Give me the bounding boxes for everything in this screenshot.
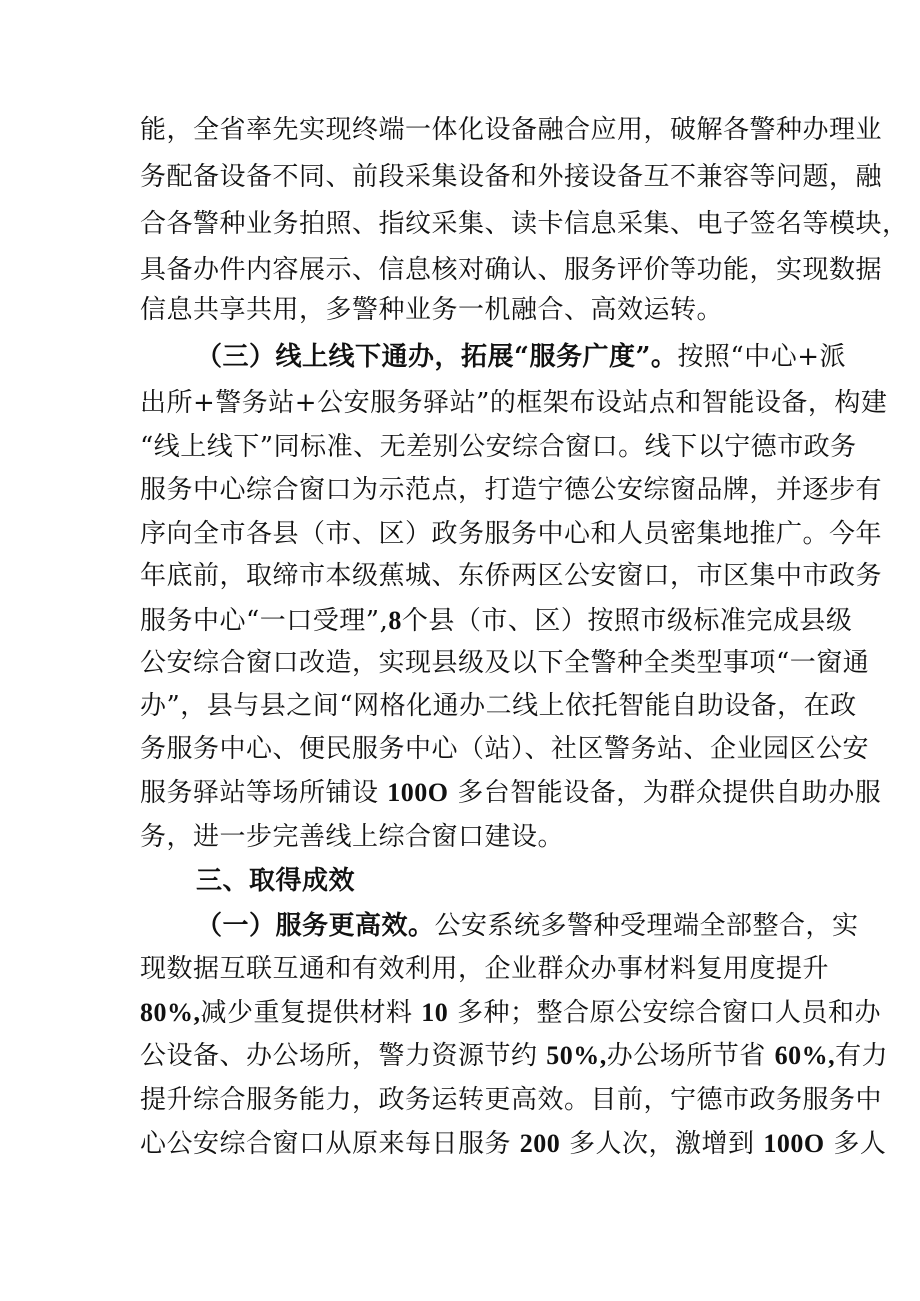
- paragraph-text: 服务中心“一口受理”,: [140, 606, 389, 636]
- paragraph-line: 务服务中心、便民服务中心（站）、社区警务站、企业园区公安: [140, 734, 870, 764]
- paragraph-line: 年底前，取缔市本级蕉城、东侨两区公安窗口，市区集中市政务: [140, 561, 883, 591]
- paragraph-line: 信息共享共用，多警种业务一机融合、高效运转。: [140, 295, 724, 325]
- number-value: 8: [388, 606, 402, 635]
- paragraph-text: 多人: [833, 1129, 887, 1159]
- paragraph-line: 办”，县与县之间“网格化通办二线上依托智能自助设备，在政: [140, 691, 857, 721]
- number-value: 60%,: [774, 1041, 836, 1070]
- paragraph-text: 减少重复提供材料: [200, 998, 413, 1028]
- subsection-heading: （一）服务更高效。: [196, 911, 435, 941]
- paragraph-line: 序向全市各县（市、区）政务服务中心和人员密集地推广。今年: [140, 519, 883, 549]
- paragraph-line: [196, 906, 859, 946]
- section-title: 三、取得成效: [196, 866, 356, 896]
- paragraph-line: 务配备设备不同、前段采集设备和外接设备互不兼容等问题，融: [140, 162, 883, 192]
- paragraph-line: [140, 773, 881, 813]
- paragraph-line: [196, 337, 846, 377]
- paragraph-text: 公设备、办公场所，警力资源节约: [140, 1041, 538, 1071]
- paragraph-line: 出所+警务站+公安服务驿站”的框架布设站点和智能设备，构建: [140, 388, 888, 418]
- number-value: 50%,: [546, 1041, 607, 1070]
- paragraph-text: 个县（市、区）按照市级标准完成县级: [401, 606, 853, 636]
- paragraph-line: 公安综合窗口改造，实现县级及以下全警种全类型事项“一窗通: [140, 648, 870, 678]
- paragraph-line: 提升综合服务能力，政务运转更高效。目前，宁德市政务服务中: [140, 1085, 883, 1115]
- paragraph-line: 能，全省率先实现终端一体化设备融合应用，破解各警种办理业: [140, 115, 883, 145]
- paragraph-line: [140, 1124, 886, 1164]
- paragraph-line: “线上线下”同标准、无差别公安综合窗口。线下以宁德市政务: [140, 432, 857, 462]
- number-value: 80%,: [140, 998, 201, 1027]
- paragraph-text: 有力: [835, 1041, 889, 1071]
- paragraph-text: 多种；整合原公安综合窗口人员和办: [457, 998, 882, 1028]
- number-value: 10: [421, 998, 449, 1027]
- paragraph-text: 心公安综合窗口从原来每日服务: [140, 1129, 512, 1159]
- paragraph-text: 服务驿站等场所铺设: [140, 778, 379, 808]
- paragraph-line: [140, 1036, 888, 1076]
- paragraph-text: 办公场所节省: [606, 1041, 766, 1071]
- number-value: 200: [519, 1129, 561, 1158]
- paragraph-line: 合各警种业务拍照、指纹采集、读卡信息采集、电子签名等模块，: [140, 209, 909, 239]
- paragraph-line: 现数据互联互通和有效利用，企业群众办事材料复用度提升: [140, 954, 830, 984]
- paragraph-line: [140, 993, 881, 1033]
- paragraph-line: [140, 601, 852, 641]
- paragraph-text: 按照“中心+派: [677, 342, 846, 372]
- paragraph-text: 多台智能设备，为群众提供自助办服: [457, 778, 882, 808]
- paragraph-line: 务，进一步完善线上综合窗口建设。: [140, 822, 565, 852]
- number-value: 100O: [763, 1129, 825, 1158]
- number-value: 100O: [387, 778, 449, 807]
- paragraph-text: 公安系统多警种受理端全部整合，实: [434, 911, 859, 941]
- paragraph-line: 具备办件内容展示、信息核对确认、服务评价等功能，实现数据: [140, 255, 883, 285]
- paragraph-text: 多人次，激增到: [569, 1129, 755, 1159]
- subsection-heading: （三）线上线下通办，拓展“服务广度”。: [196, 342, 678, 372]
- paragraph-line: 服务中心综合窗口为示范点，打造宁德公安综窗品牌，并逐步有: [140, 475, 883, 505]
